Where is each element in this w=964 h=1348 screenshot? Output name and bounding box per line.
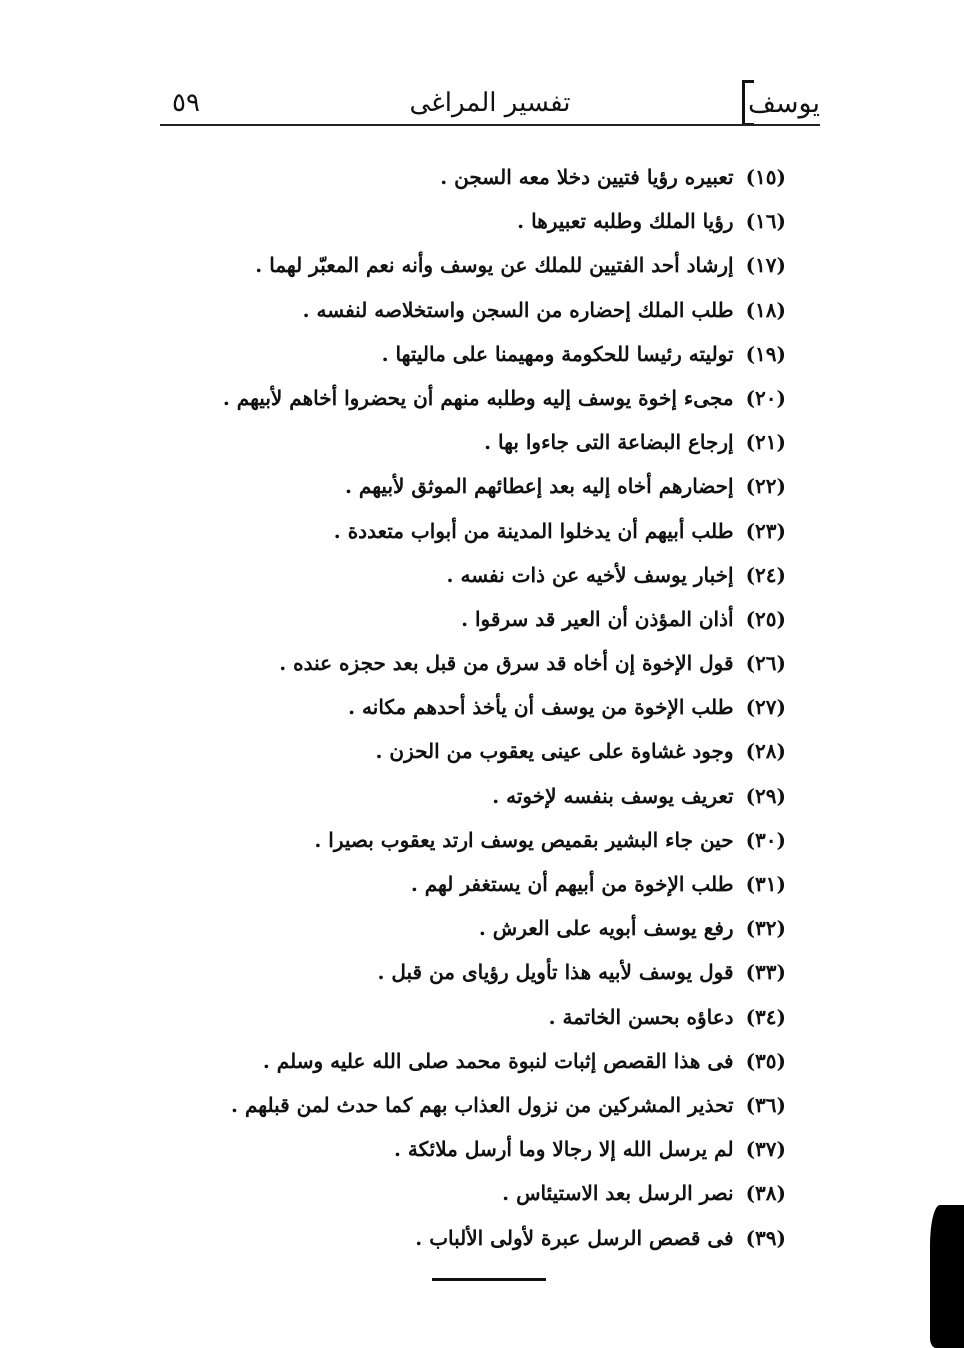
list-item xyxy=(226,1083,786,1127)
item-text: وجود غشاوة على عينى يعقوب من الحزن . xyxy=(375,739,734,764)
item-number: (٢٦) xyxy=(745,651,786,676)
list-item xyxy=(226,641,786,685)
item-text: تعريف يوسف بنفسه لإخوته . xyxy=(492,783,734,808)
item-number: (٣٩) xyxy=(745,1225,786,1250)
header-rule xyxy=(160,124,820,126)
item-number: (٢٤) xyxy=(745,562,786,587)
list-item xyxy=(222,376,786,420)
list-item xyxy=(226,464,786,508)
list-item xyxy=(226,729,786,773)
item-number: (٣٤) xyxy=(745,1004,786,1029)
list-item xyxy=(226,995,786,1039)
item-number: (٢٥) xyxy=(745,606,786,631)
item-text: حين جاء البشير بقميص يوسف ارتد يعقوب بصيرا . xyxy=(314,827,734,852)
item-number: (٣٠) xyxy=(745,827,786,852)
item-text: توليته رئيسا للحكومة ومهيمنا على ماليتها . xyxy=(381,341,734,366)
item-number: (٣٨) xyxy=(745,1181,786,1206)
item-text: تعبيره رؤيا فتيين دخلا معه السجن . xyxy=(440,165,734,189)
item-number: (١٥) xyxy=(745,165,786,189)
list-item xyxy=(226,685,786,729)
page-number: ٥٩ xyxy=(172,88,200,118)
item-text: تحذير المشركين من نزول العذاب بهم كما حدث لمن قبلهم . xyxy=(231,1092,734,1117)
item-text: إخبار يوسف لأخيه عن ذات نفسه . xyxy=(446,562,734,587)
item-text: فى قصص الرسل عبرة لأولى الألباب . xyxy=(415,1225,734,1250)
list-item xyxy=(226,509,786,553)
item-number: (٣٥) xyxy=(745,1048,786,1073)
item-text: لم يرسل الله إلا رجالا وما أرسل ملائكة . xyxy=(393,1137,734,1162)
item-number: (٣٦) xyxy=(745,1092,786,1117)
item-text: طلب أبيهم أن يدخلوا المدينة من أبواب متعددة . xyxy=(333,518,734,543)
item-text: إرشاد أحد الفتيين للملك عن يوسف وأنه نعم المعبّر لهما . xyxy=(255,253,734,278)
list-item xyxy=(226,862,786,906)
item-number: (١٦) xyxy=(745,209,786,234)
item-text: قول يوسف لأبيه هذا تأويل رؤياى من قبل . xyxy=(377,960,734,985)
list-item xyxy=(226,950,786,994)
item-text: دعاؤه بحسن الخاتمة . xyxy=(548,1004,734,1029)
item-text: إحضارهم أخاه إليه بعد إعطائهم الموثق لأبيهم . xyxy=(344,474,734,499)
list-item xyxy=(226,553,786,597)
item-text: طلب الملك إحضاره من السجن واستخلاصه لنفسه . xyxy=(302,297,734,322)
list-item xyxy=(226,288,786,332)
scan-edge-shadow xyxy=(930,1205,964,1348)
list-item xyxy=(226,597,786,641)
list-item xyxy=(226,774,786,818)
surah-name: يوسف xyxy=(747,88,820,119)
item-number: (٢١) xyxy=(745,430,786,455)
book-title: تفسير المراغى xyxy=(409,88,571,118)
item-number: (١٩) xyxy=(745,341,786,366)
end-rule xyxy=(432,1278,546,1281)
item-number: (١٧) xyxy=(745,253,786,278)
item-number: (٢٣) xyxy=(745,518,786,543)
item-text: أذان المؤذن أن العير قد سرقوا . xyxy=(461,606,734,631)
item-number: (٣٢) xyxy=(745,916,786,941)
list-item xyxy=(226,1127,786,1171)
item-number: (٢٢) xyxy=(745,474,786,499)
list-item xyxy=(226,818,786,862)
page-header xyxy=(160,70,820,126)
item-text: مجىء إخوة يوسف إليه وطلبه منهم أن يحضروا أخاهم لأبيهم . xyxy=(222,385,734,410)
list-item xyxy=(226,243,786,287)
item-text: نصر الرسل بعد الاستيئاس . xyxy=(502,1181,734,1206)
list-item xyxy=(226,199,786,243)
item-number: (٣١) xyxy=(745,872,786,896)
list-item xyxy=(226,1039,786,1083)
item-number: (٣٣) xyxy=(745,960,786,985)
item-text: رؤيا الملك وطلبه تعبيرها . xyxy=(517,209,734,234)
item-number: (٣٧) xyxy=(745,1137,786,1162)
list-item xyxy=(226,1216,786,1260)
list-item xyxy=(226,906,786,950)
item-number: (٢٧) xyxy=(745,695,786,720)
list-item xyxy=(226,155,786,199)
item-number: (٢٩) xyxy=(745,783,786,808)
item-text: رفع يوسف أبويه على العرش . xyxy=(478,916,734,941)
item-number: (١٨) xyxy=(745,297,786,322)
item-text: فى هذا القصص إثبات لنبوة محمد صلى الله عليه وسلم . xyxy=(262,1048,734,1073)
topic-list xyxy=(222,155,786,1260)
item-text: قول الإخوة إن أخاه قد سرق من قبل بعد حجزه عنده . xyxy=(279,651,734,676)
item-text: إرجاع البضاعة التى جاءوا بها . xyxy=(484,430,734,455)
list-item xyxy=(226,1171,786,1215)
list-item xyxy=(226,420,786,464)
item-text: طلب الإخوة من يوسف أن يأخذ أحدهم مكانه . xyxy=(348,695,734,720)
list-item xyxy=(226,332,786,376)
item-text: طلب الإخوة من أبيهم أن يستغفر لهم . xyxy=(410,872,734,896)
item-number: (٢٠) xyxy=(745,385,786,410)
item-number: (٢٨) xyxy=(745,739,786,764)
